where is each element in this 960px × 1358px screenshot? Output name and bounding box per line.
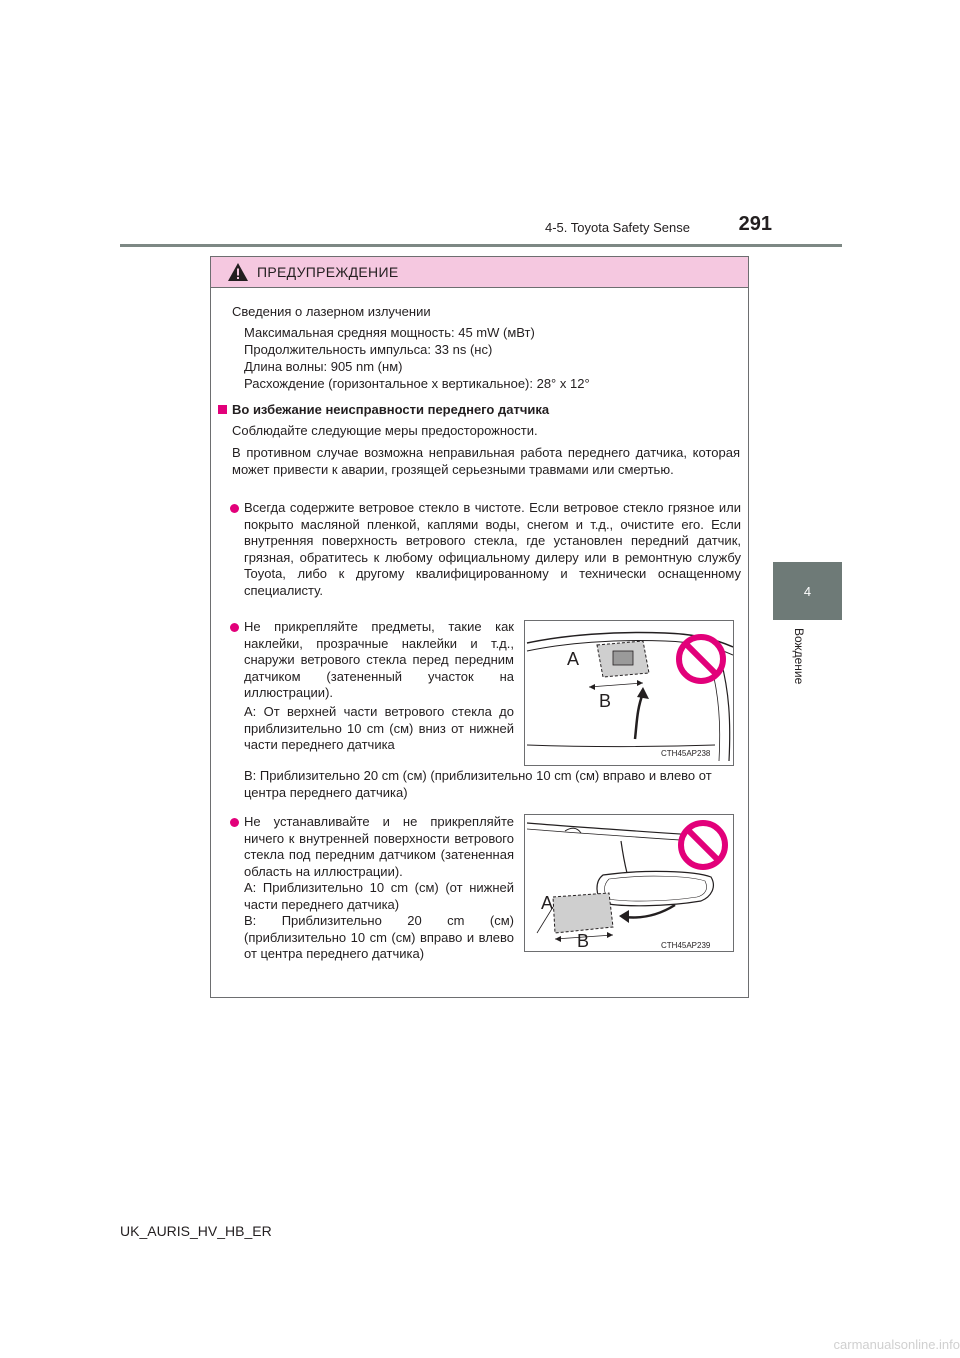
bullet-text-3: Не устанавливайте и не прикрепляйте ничего к внутренней поверхности ветрового стекла под передним датчиком (затененная область на иллюстрации). — [244, 814, 514, 879]
windshield-illustration — [525, 621, 734, 766]
consequence-text: В противном случае возможна неправильная работа переднего датчика, которая может привести к аварии, грозящей серьезными травмами или смертью. — [232, 445, 740, 477]
bullet-2-a: A: От верхней части ветрового стекла до приблизительно 10 cm (см) вниз от нижней части переднего датчика — [244, 704, 514, 752]
figure-windshield-outside — [524, 620, 734, 766]
figure-label-a: A — [567, 649, 580, 669]
intro-text: Соблюдайте следующие меры предосторожности. — [232, 423, 538, 438]
figure-code: CTH45AP238 — [661, 749, 711, 758]
warning-box — [210, 256, 749, 998]
document-id: UK_AURIS_HV_HB_ER — [120, 1223, 272, 1239]
figure-label-a: A — [541, 893, 554, 913]
chapter-number: 4 — [803, 583, 812, 599]
bullet-text-1: Всегда содержите ветровое стекло в чистоте. Если ветровое стекло грязное или покрыто масляной пленкой, каплями воды, снегом и т.д., очистите его. Если внутренняя поверхность ветрового стекла, где установлен передний датчик, грязная, обратитесь к любому официальному дилеру или в ремонтную службу Toyota, либо к другому квалифицированному и технически оснащенному специалисту. — [244, 500, 741, 598]
laser-spec: Длина волны: 905 nm (нм) — [244, 359, 403, 374]
bullet-2-b: B: Приблизительно 20 cm (см) (приблизительно 10 cm (см) вправо и влево от центра переднего датчика) — [244, 768, 712, 800]
bullet-3-b: B: Приблизительно 20 cm (см) (приблизительно 10 cm (см) вправо и влево от центра переднего датчика) — [244, 913, 514, 961]
bullet-3-a: A: Приблизительно 10 cm (см) (от нижней части переднего датчика) — [244, 880, 514, 912]
figure-label-b: B — [577, 931, 590, 951]
figure-windshield-inside — [524, 814, 734, 952]
bullet-text-2: Не прикрепляйте предметы, такие как наклейки, прозрачные наклейки и т.д., снаружи ветрового стекла перед передним датчиком (затененный участок на иллюстрации). — [244, 619, 514, 700]
warning-triangle-icon — [227, 262, 249, 282]
laser-spec: Максимальная средняя мощность: 45 mW (мВт) — [244, 325, 535, 340]
laser-spec: Продолжительность импульса: 33 ns (нс) — [244, 342, 493, 357]
header-divider — [120, 244, 842, 247]
chapter-title: Вождение — [792, 628, 806, 685]
warning-header — [211, 257, 748, 288]
watermark: carmanualsonline.info — [833, 1337, 960, 1352]
chapter-tab — [773, 562, 842, 620]
bullet-icon — [230, 504, 239, 513]
bullet-icon — [230, 818, 239, 827]
page-number: 291 — [738, 213, 772, 235]
figure-label-b: B — [599, 691, 612, 711]
mirror-illustration — [525, 815, 734, 952]
laser-heading: Сведения о лазерном излучении — [232, 304, 431, 319]
laser-spec: Расхождение (горизонтальное x вертикальное): 28° x 12° — [244, 376, 590, 391]
square-bullet-icon — [218, 405, 227, 414]
section-heading: Во избежание неисправности переднего датчика — [218, 402, 549, 419]
figure-code: CTH45AP239 — [661, 941, 711, 950]
warning-title: ПРЕДУПРЕЖДЕНИЕ — [257, 264, 399, 280]
bullet-icon — [230, 623, 239, 632]
section-title: 4-5. Toyota Safety Sense — [544, 220, 690, 235]
